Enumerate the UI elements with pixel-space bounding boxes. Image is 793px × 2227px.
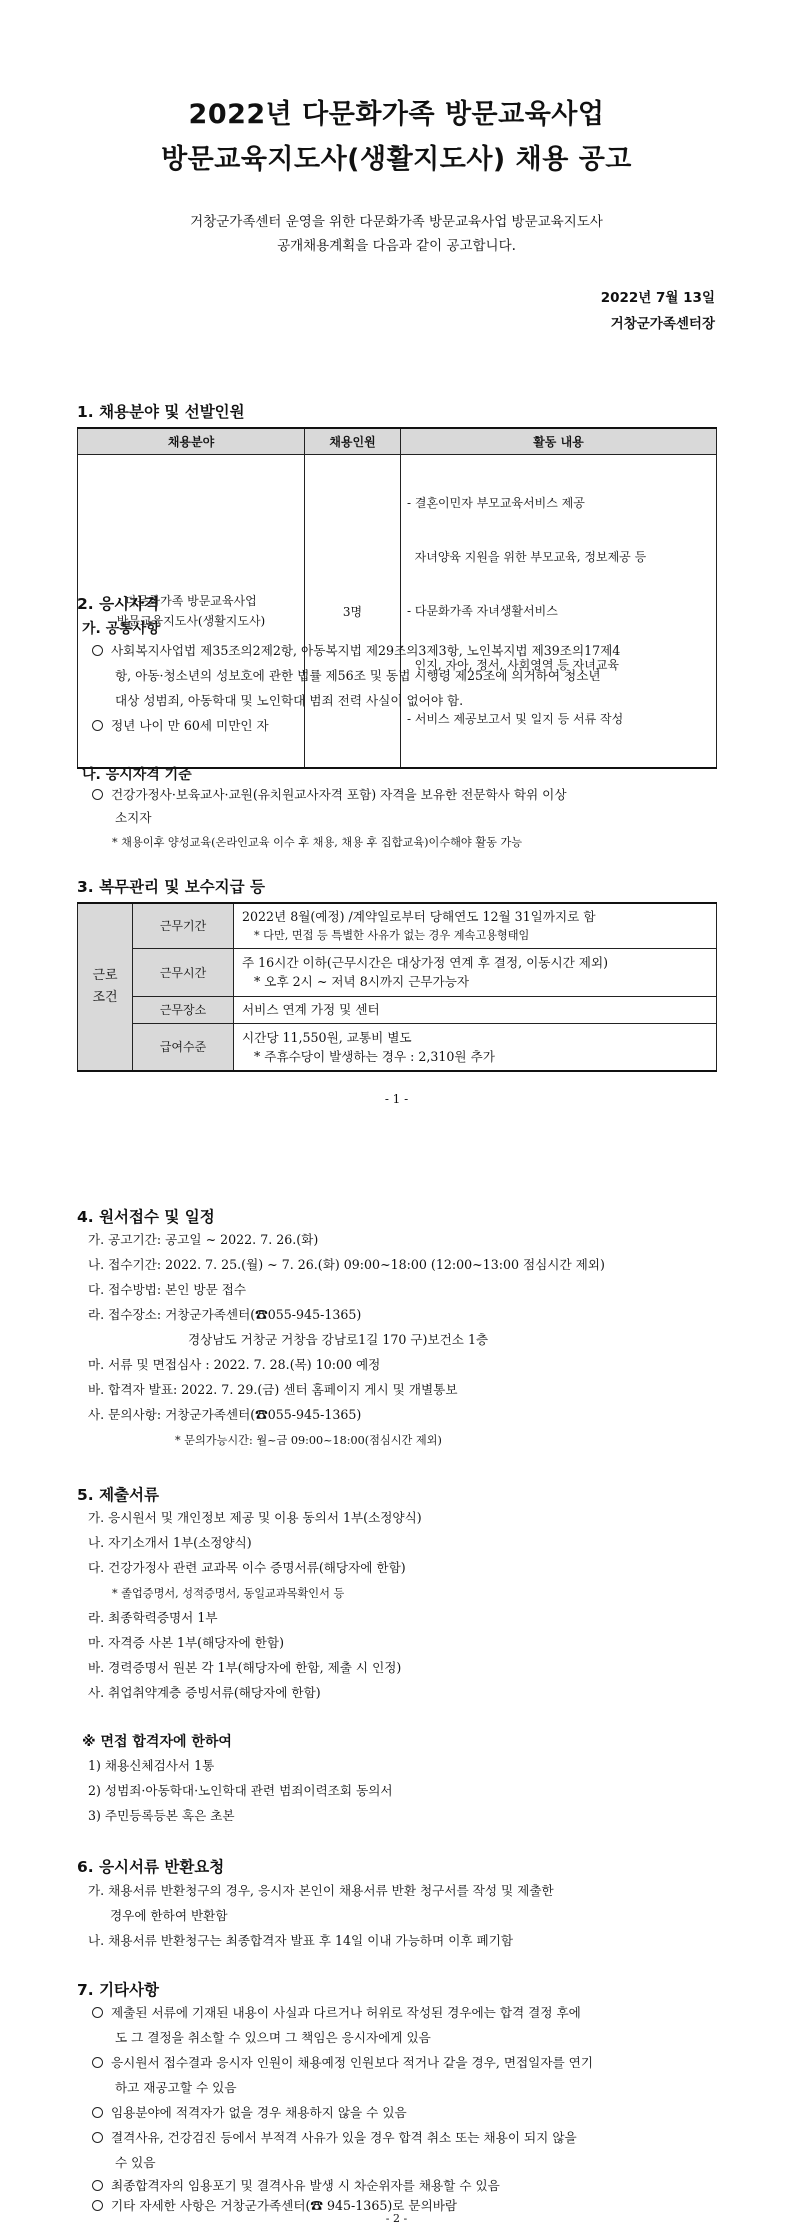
circle-bullet-icon (92, 2107, 103, 2118)
s7-item-2-line-2: 하고 재공고할 수 있음 (115, 2080, 237, 2095)
s7-item-1 (92, 2003, 581, 2022)
s6-b-line-1: 나. 채용서류 반환청구는 최종합격자 발표 후 14일 이내 가능하며 이후 폐기함 (88, 1933, 514, 1948)
row-value-period (234, 903, 717, 948)
b-item-1 (92, 785, 566, 804)
group-label-1: 근로 (92, 968, 118, 983)
row-value-place: 서비스 연계 가정 및 센터 (234, 996, 717, 1023)
row-value-hours (234, 948, 717, 996)
pass-item-1: 1) 채용신체검사서 1통 (88, 1758, 215, 1773)
s7-item-2 (92, 2053, 593, 2072)
b-item-1-line-1: 건강가정사·보육교사·교원(유치원교사자격 포함) 자격을 보유한 전문학사 학위 이상 (111, 787, 567, 802)
section-7-heading: 7. 기타사항 (77, 1981, 159, 1999)
s5-item-2: 나. 자기소개서 1부(소정양식) (88, 1535, 252, 1550)
s4-item-3: 다. 접수방법: 본인 방문 접수 (88, 1282, 247, 1297)
pass-heading: ※ 면접 합격자에 한하여 (82, 1734, 232, 1750)
circle-bullet-icon (92, 789, 103, 800)
circle-bullet-icon (92, 720, 103, 731)
a-item-1-line-3: 대상 성범죄, 아동학대 및 노인학대 범죄 전력 사실이 없어야 함. (115, 693, 464, 708)
s4-item-2: 나. 접수기간: 2022. 7. 25.(월) ~ 7. 26.(화) 09:00~18:00 (12:00~13:00 점심시간 제외) (88, 1257, 605, 1272)
col-activity: 활동 내용 (401, 428, 717, 455)
circle-bullet-icon (92, 2180, 103, 2191)
circle-bullet-icon (92, 2057, 103, 2068)
section-1-heading: 1. 채용분야 및 선발인원 (77, 403, 245, 421)
s5-item-4: 라. 최종학력증명서 1부 (88, 1610, 218, 1625)
b-item-1-line-2: 소지자 (115, 810, 152, 825)
section-4-heading: 4. 원서접수 및 일정 (77, 1208, 215, 1226)
intro-line-2: 공개채용계획을 다음과 같이 공고합니다. (277, 238, 516, 254)
period-line-2: * 다만, 면접 등 특별한 사유가 없는 경우 계속고용형태임 (254, 928, 530, 942)
hours-line-1: 주 16시간 이하(근무시간은 대상가정 연계 후 결정, 이동시간 제외) (242, 955, 609, 970)
s7-item-4-line-1: 결격사유, 건강검진 등에서 부적격 사유가 있을 경우 합격 취소 또는 채용이 되지 않을 (111, 2130, 577, 2145)
s7-item-1-line-2: 도 그 결정을 취소할 수 있으며 그 책임은 응시자에게 있음 (115, 2030, 431, 2045)
s5-note: * 졸업증명서, 성적증명서, 동일교과목확인서 등 (112, 1587, 345, 1600)
intro-line-1: 거창군가족센터 운영을 위한 다문화가족 방문교육사업 방문교육지도사 (190, 214, 603, 230)
a-item-1-line-2: 항, 아동·청소년의 성보호에 관한 법률 제56조 및 동법 시행령 제25조에 의거하여 청소년 (115, 668, 601, 683)
s4-item-4: 라. 접수장소: 거창군가족센터(☎055-945-1365) (88, 1307, 362, 1322)
section-5-heading: 5. 제출서류 (77, 1486, 159, 1504)
group-label-2: 조건 (92, 990, 118, 1005)
title-line-1: 2022년 다문화가족 방문교육사업 (188, 99, 605, 130)
s7-item-3 (92, 2103, 407, 2122)
s6-a-line-1: 가. 채용서류 반환청구의 경우, 응시자 본인이 채용서류 반환 청구서를 작성 및 제출한 (88, 1883, 554, 1898)
a-item-1 (92, 641, 620, 660)
pay-line-2: * 주휴수당이 발생하는 경우 : 2,310원 추가 (254, 1048, 495, 1064)
s7-item-6-text: 기타 자세한 사항은 거창군가족센터(☎ 945-1365)로 문의바람 (111, 2198, 458, 2213)
row-value-pay (234, 1023, 717, 1071)
s4-item-6: 바. 합격자 발표: 2022. 7. 29.(금) 센터 홈페이지 게시 및 개별통보 (88, 1382, 458, 1397)
a-item-1-line-1: 사회복지사업법 제35조의2제2항, 아동복지법 제29조의3제3항, 노인복지법 제39조의17제4 (111, 643, 621, 658)
sub-b-heading: 나. 응시자격 기준 (82, 767, 192, 783)
count-cell: 3명 (305, 455, 401, 769)
row-label-hours: 근무시간 (133, 948, 234, 996)
row-label-place: 근무장소 (133, 996, 234, 1023)
s4-item-7: 사. 문의사항: 거창군가족센터(☎055-945-1365) (88, 1407, 362, 1422)
section-3-heading: 3. 복무관리 및 보수지급 등 (77, 878, 265, 896)
circle-bullet-icon (92, 645, 103, 656)
activity-2: 자녀양육 지원을 위한 부모교육, 정보제공 등 (407, 550, 647, 564)
work-conditions-table (77, 902, 717, 1072)
s5-item-5: 마. 자격증 사본 1부(해당자에 한함) (88, 1635, 285, 1650)
circle-bullet-icon (92, 2132, 103, 2143)
section-2-heading: 2. 응시자격 (77, 595, 159, 613)
field-line-2: 방문교육지도사(생활지도사) (116, 614, 266, 628)
s7-item-2-line-1: 응시원서 접수결과 응시자 인원이 채용예정 인원보다 적거나 같을 경우, 면접일자를 연기 (111, 2055, 593, 2070)
a-item-2-text: 정년 나이 만 60세 미만인 자 (111, 718, 269, 733)
sub-a-heading: 가. 공통사항 (82, 621, 160, 637)
field-line-1: 다문화가족 방문교육사업 (125, 594, 257, 608)
announce-date: 2022년 7월 13일 (600, 290, 715, 306)
page-number-2: - 2 - (385, 2212, 408, 2225)
b-note: * 채용이후 양성교육(온라인교육 이수 후 채용, 채용 후 집합교육)이수해야 활동 가능 (112, 836, 523, 849)
activity-4: 인지, 자아, 정서, 사회영역 등 자녀교육 (407, 658, 620, 672)
circle-bullet-icon (92, 2007, 103, 2018)
s4-note: * 문의가능시간: 월~금 09:00~18:00(점심시간 제외) (175, 1434, 442, 1447)
activity-5: - 서비스 제공보고서 및 일지 등 서류 작성 (407, 712, 624, 726)
s7-item-1-line-1: 제출된 서류에 기재된 내용이 사실과 다르거나 허위로 작성된 경우에는 합격 결정 후에 (111, 2005, 581, 2020)
s4-item-5: 마. 서류 및 면접심사 : 2022. 7. 28.(목) 10:00 예정 (88, 1357, 381, 1372)
col-field: 채용분야 (78, 428, 305, 455)
activity-3: - 다문화가족 자녀생활서비스 (407, 604, 558, 618)
activity-1: - 결혼이민자 부모교육서비스 제공 (407, 496, 585, 510)
s4-item-4-address: 경상남도 거창군 거창읍 강남로1길 170 구)보건소 1층 (188, 1332, 489, 1347)
s6-a-line-2: 경우에 한하여 반환함 (110, 1908, 228, 1923)
activity-cell (401, 455, 717, 769)
issuer: 거창군가족센터장 (610, 316, 715, 332)
s5-item-3: 다. 건강가정사 관련 교과목 이수 증명서류(해당자에 한함) (88, 1560, 406, 1575)
s5-item-6: 바. 경력증명서 원본 각 1부(해당자에 한함, 제출 시 인정) (88, 1660, 402, 1675)
period-line-1: 2022년 8월(예정) /계약일로부터 당해연도 12월 31일까지로 함 (242, 908, 596, 924)
s7-item-4-line-2: 수 있음 (115, 2155, 156, 2170)
s5-item-7: 사. 취업취약계층 증빙서류(해당자에 한함) (88, 1685, 321, 1700)
s7-item-4 (92, 2128, 577, 2147)
pass-item-2: 2) 성범죄·아동학대·노인학대 관련 범죄이력조회 동의서 (88, 1783, 393, 1798)
row-label-period: 근무기간 (133, 903, 234, 948)
col-count: 채용인원 (305, 428, 401, 455)
title-line-2: 방문교육지도사(생활지도사) 채용 공고 (161, 144, 632, 175)
row-label-pay: 급여수준 (133, 1023, 234, 1071)
a-item-2 (92, 716, 269, 735)
hours-line-2: * 오후 2시 ~ 저녁 8시까지 근무가능자 (254, 974, 470, 989)
pay-line-1: 시간당 11,550원, 교통비 별도 (242, 1029, 412, 1045)
s5-item-1: 가. 응시원서 및 개인정보 제공 및 이용 동의서 1부(소정양식) (88, 1510, 422, 1525)
s4-item-1: 가. 공고기간: 공고일 ~ 2022. 7. 26.(화) (88, 1232, 319, 1247)
s7-item-3-text: 임용분야에 적격자가 없을 경우 채용하지 않을 수 있음 (111, 2105, 407, 2120)
pass-item-3: 3) 주민등록등본 혹은 초본 (88, 1808, 235, 1823)
page-number-1: - 1 - (384, 1092, 409, 1106)
s7-item-5 (92, 2176, 500, 2195)
section-6-heading: 6. 응시서류 반환요청 (77, 1858, 225, 1876)
circle-bullet-icon (92, 2200, 103, 2211)
s7-item-5-text: 최종합격자의 임용포기 및 결격사유 발생 시 차순위자를 채용할 수 있음 (111, 2178, 500, 2193)
group-label-cell (78, 903, 133, 1071)
